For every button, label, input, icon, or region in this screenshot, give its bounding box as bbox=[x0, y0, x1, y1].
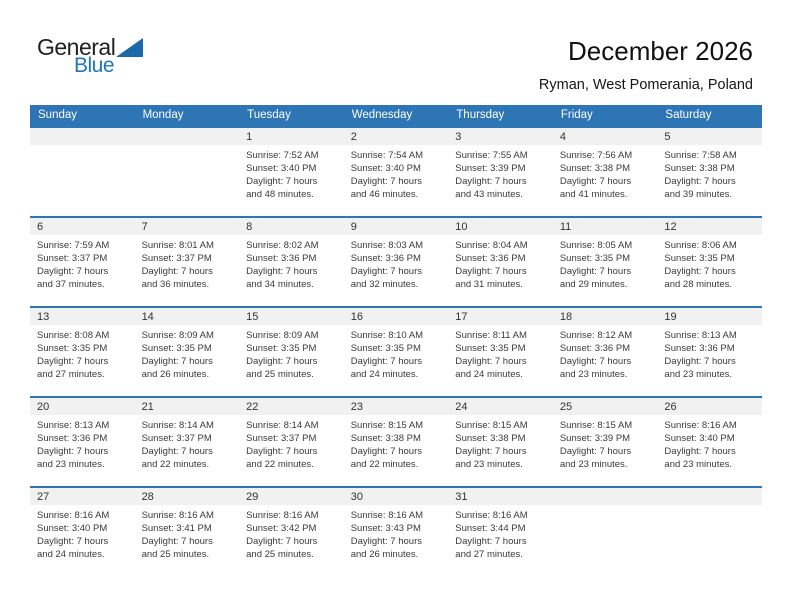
sunset-text: Sunset: 3:38 PM bbox=[664, 163, 735, 174]
sunrise-text: Sunrise: 8:11 AM bbox=[455, 330, 527, 341]
sunrise-text: Sunrise: 8:08 AM bbox=[37, 330, 110, 341]
day-cell-26 bbox=[657, 398, 762, 486]
day-info bbox=[657, 235, 762, 291]
day-cell-10 bbox=[448, 218, 553, 306]
day-cell-20 bbox=[30, 398, 135, 486]
sunrise-text: Sunrise: 8:05 AM bbox=[559, 240, 633, 251]
sunrise-text: Sunrise: 8:16 AM bbox=[246, 510, 319, 521]
daylight-text-line2: and 29 minutes. bbox=[559, 279, 628, 290]
day-number: 29 bbox=[239, 488, 344, 505]
sunset-text: Sunset: 3:35 PM bbox=[455, 343, 526, 354]
sunrise-text: Sunrise: 8:16 AM bbox=[455, 510, 528, 521]
daylight-text-line2: and 23 minutes. bbox=[559, 369, 628, 380]
sunrise-text: Sunrise: 8:14 AM bbox=[246, 420, 319, 431]
daylight-text-line2: and 31 minutes. bbox=[455, 279, 523, 290]
daylight-text-line2: and 22 minutes. bbox=[141, 459, 210, 470]
day-number: 22 bbox=[239, 398, 344, 415]
sunset-text: Sunset: 3:35 PM bbox=[350, 343, 421, 354]
day-info bbox=[448, 235, 553, 291]
day-header-friday: Friday bbox=[560, 109, 593, 121]
day-cell-19 bbox=[657, 308, 762, 396]
day-cell-15 bbox=[239, 308, 344, 396]
day-info bbox=[30, 505, 135, 561]
daylight-text-line2: and 23 minutes. bbox=[664, 459, 733, 470]
sunrise-text: Sunrise: 7:52 AM bbox=[246, 150, 319, 161]
page-subtitle: Ryman, West Pomerania, Poland bbox=[538, 77, 753, 93]
day-number: 21 bbox=[135, 398, 240, 415]
sunrise-text: Sunrise: 8:12 AM bbox=[559, 330, 633, 341]
daylight-text-line1: Daylight: 7 hours bbox=[455, 356, 527, 367]
sunrise-text: Sunrise: 8:14 AM bbox=[141, 420, 214, 431]
day-number: 31 bbox=[448, 488, 553, 505]
daylight-text-line1: Daylight: 7 hours bbox=[455, 536, 527, 547]
sunset-text: Sunset: 3:36 PM bbox=[350, 253, 421, 264]
day-info bbox=[553, 235, 658, 291]
day-number: 10 bbox=[448, 218, 553, 235]
sunset-text: Sunset: 3:37 PM bbox=[246, 433, 317, 444]
day-info bbox=[30, 325, 135, 381]
sunrise-text: Sunrise: 7:55 AM bbox=[455, 150, 528, 161]
day-number: 27 bbox=[30, 488, 135, 505]
sunset-text: Sunset: 3:36 PM bbox=[559, 343, 631, 354]
day-cell-11 bbox=[553, 218, 658, 306]
day-cell-28 bbox=[135, 488, 240, 576]
sunrise-text: Sunrise: 8:03 AM bbox=[350, 240, 424, 251]
day-number: 8 bbox=[239, 218, 344, 235]
day-cell-13 bbox=[30, 308, 135, 396]
day-info bbox=[135, 415, 240, 471]
week-row-5 bbox=[30, 486, 762, 576]
day-cell-8 bbox=[239, 218, 344, 306]
daylight-text-line2: and 27 minutes. bbox=[37, 369, 105, 380]
daylight-text-line1: Daylight: 7 hours bbox=[559, 446, 632, 457]
empty-day-cell bbox=[657, 488, 762, 576]
day-number: 26 bbox=[657, 398, 762, 415]
sunset-text: Sunset: 3:38 PM bbox=[559, 163, 631, 174]
sunrise-text: Sunrise: 8:09 AM bbox=[141, 330, 214, 341]
daylight-text-line2: and 24 minutes. bbox=[350, 369, 419, 380]
sunrise-text: Sunrise: 8:15 AM bbox=[559, 420, 633, 431]
day-info bbox=[239, 415, 344, 471]
title-block bbox=[539, 36, 753, 93]
day-cell-7 bbox=[135, 218, 240, 306]
sunset-text: Sunset: 3:40 PM bbox=[664, 433, 735, 444]
day-cell-2 bbox=[344, 128, 449, 216]
daylight-text-line1: Daylight: 7 hours bbox=[141, 266, 213, 277]
day-info bbox=[448, 325, 553, 381]
daylight-text-line1: Daylight: 7 hours bbox=[559, 356, 632, 367]
sunrise-text: Sunrise: 8:10 AM bbox=[350, 330, 424, 341]
day-cell-22 bbox=[239, 398, 344, 486]
day-number: 20 bbox=[30, 398, 135, 415]
day-info bbox=[448, 145, 553, 201]
daylight-text-line1: Daylight: 7 hours bbox=[246, 176, 318, 187]
day-number: 12 bbox=[657, 218, 762, 235]
daylight-text-line2: and 41 minutes. bbox=[559, 189, 628, 200]
day-info bbox=[239, 325, 344, 381]
day-cell-4 bbox=[553, 128, 658, 216]
day-info bbox=[135, 325, 240, 381]
day-cell-24 bbox=[448, 398, 553, 486]
sunset-text: Sunset: 3:35 PM bbox=[141, 343, 212, 354]
day-number: 18 bbox=[553, 308, 658, 325]
day-header-saturday: Saturday bbox=[665, 109, 712, 121]
sunrise-text: Sunrise: 7:56 AM bbox=[559, 150, 633, 161]
day-number: 14 bbox=[135, 308, 240, 325]
day-info bbox=[239, 235, 344, 291]
sunset-text: Sunset: 3:36 PM bbox=[246, 253, 317, 264]
sunrise-text: Sunrise: 8:15 AM bbox=[455, 420, 528, 431]
day-info bbox=[135, 235, 240, 291]
day-cell-17 bbox=[448, 308, 553, 396]
daylight-text-line2: and 34 minutes. bbox=[246, 279, 314, 290]
calendar-header-row bbox=[30, 105, 762, 126]
day-info bbox=[448, 505, 553, 561]
day-number: 3 bbox=[448, 128, 553, 145]
daylight-text-line1: Daylight: 7 hours bbox=[455, 176, 527, 187]
sunset-text: Sunset: 3:39 PM bbox=[559, 433, 631, 444]
sunset-text: Sunset: 3:44 PM bbox=[455, 523, 526, 534]
day-cell-23 bbox=[344, 398, 449, 486]
day-number: 11 bbox=[553, 218, 658, 235]
day-number: 13 bbox=[30, 308, 135, 325]
general-blue-logo bbox=[37, 34, 143, 78]
day-number: 17 bbox=[448, 308, 553, 325]
sunset-text: Sunset: 3:37 PM bbox=[141, 253, 212, 264]
daylight-text-line1: Daylight: 7 hours bbox=[37, 446, 109, 457]
day-number: 9 bbox=[344, 218, 449, 235]
day-cell-5 bbox=[657, 128, 762, 216]
daylight-text-line1: Daylight: 7 hours bbox=[664, 266, 736, 277]
day-info bbox=[30, 235, 135, 291]
daylight-text-line2: and 39 minutes. bbox=[664, 189, 733, 200]
day-number: 6 bbox=[30, 218, 135, 235]
day-info bbox=[30, 415, 135, 471]
day-number bbox=[30, 128, 135, 145]
day-header-monday: Monday bbox=[142, 109, 184, 121]
day-number: 4 bbox=[553, 128, 658, 145]
day-info bbox=[553, 325, 658, 381]
day-info bbox=[344, 145, 449, 201]
daylight-text-line1: Daylight: 7 hours bbox=[350, 266, 422, 277]
day-info bbox=[657, 325, 762, 381]
day-cell-16 bbox=[344, 308, 449, 396]
sunset-text: Sunset: 3:37 PM bbox=[37, 253, 108, 264]
daylight-text-line2: and 43 minutes. bbox=[455, 189, 523, 200]
day-cell-9 bbox=[344, 218, 449, 306]
logo-text-blue: Blue bbox=[74, 54, 115, 77]
daylight-text-line1: Daylight: 7 hours bbox=[350, 356, 422, 367]
sunrise-text: Sunrise: 8:15 AM bbox=[350, 420, 424, 431]
logo-triangle-icon bbox=[116, 38, 143, 57]
sunrise-text: Sunrise: 8:16 AM bbox=[37, 510, 110, 521]
daylight-text-line1: Daylight: 7 hours bbox=[37, 356, 109, 367]
day-info bbox=[657, 145, 762, 201]
sunset-text: Sunset: 3:40 PM bbox=[246, 163, 317, 174]
day-number: 5 bbox=[657, 128, 762, 145]
day-number: 24 bbox=[448, 398, 553, 415]
daylight-text-line1: Daylight: 7 hours bbox=[455, 266, 527, 277]
daylight-text-line1: Daylight: 7 hours bbox=[141, 446, 213, 457]
sunset-text: Sunset: 3:35 PM bbox=[37, 343, 108, 354]
day-header-thursday: Thursday bbox=[456, 109, 505, 121]
day-cell-29 bbox=[239, 488, 344, 576]
day-cell-6 bbox=[30, 218, 135, 306]
daylight-text-line1: Daylight: 7 hours bbox=[664, 356, 736, 367]
sunset-text: Sunset: 3:35 PM bbox=[559, 253, 631, 264]
daylight-text-line1: Daylight: 7 hours bbox=[141, 356, 213, 367]
sunset-text: Sunset: 3:38 PM bbox=[455, 433, 526, 444]
day-cell-14 bbox=[135, 308, 240, 396]
daylight-text-line1: Daylight: 7 hours bbox=[246, 356, 318, 367]
calendar-body bbox=[30, 126, 762, 576]
sunrise-text: Sunrise: 8:01 AM bbox=[141, 240, 214, 251]
day-cell-27 bbox=[30, 488, 135, 576]
calendar-table bbox=[30, 105, 762, 576]
empty-day-cell bbox=[553, 488, 658, 576]
daylight-text-line2: and 32 minutes. bbox=[350, 279, 419, 290]
week-row-1 bbox=[30, 126, 762, 216]
day-cell-18 bbox=[553, 308, 658, 396]
day-cell-25 bbox=[553, 398, 658, 486]
logo-text-general: General bbox=[37, 34, 116, 60]
day-cell-30 bbox=[344, 488, 449, 576]
day-number: 28 bbox=[135, 488, 240, 505]
day-number bbox=[657, 488, 762, 505]
sunset-text: Sunset: 3:42 PM bbox=[246, 523, 317, 534]
daylight-text-line1: Daylight: 7 hours bbox=[246, 266, 318, 277]
sunset-text: Sunset: 3:40 PM bbox=[37, 523, 108, 534]
daylight-text-line2: and 46 minutes. bbox=[350, 189, 419, 200]
sunrise-text: Sunrise: 8:16 AM bbox=[350, 510, 424, 521]
sunset-text: Sunset: 3:40 PM bbox=[350, 163, 421, 174]
day-header-wednesday: Wednesday bbox=[351, 109, 413, 121]
sunset-text: Sunset: 3:38 PM bbox=[350, 433, 421, 444]
day-info bbox=[239, 145, 344, 201]
daylight-text-line1: Daylight: 7 hours bbox=[37, 266, 109, 277]
week-row-3 bbox=[30, 306, 762, 396]
sunrise-text: Sunrise: 8:16 AM bbox=[141, 510, 214, 521]
day-number: 30 bbox=[344, 488, 449, 505]
week-row-4 bbox=[30, 396, 762, 486]
daylight-text-line1: Daylight: 7 hours bbox=[350, 446, 422, 457]
sunrise-text: Sunrise: 8:04 AM bbox=[455, 240, 528, 251]
daylight-text-line2: and 28 minutes. bbox=[664, 279, 733, 290]
daylight-text-line2: and 25 minutes. bbox=[246, 549, 314, 560]
sunset-text: Sunset: 3:35 PM bbox=[664, 253, 735, 264]
daylight-text-line2: and 36 minutes. bbox=[141, 279, 210, 290]
day-number: 1 bbox=[239, 128, 344, 145]
day-number bbox=[135, 128, 240, 145]
daylight-text-line1: Daylight: 7 hours bbox=[559, 266, 632, 277]
sunset-text: Sunset: 3:43 PM bbox=[350, 523, 421, 534]
day-info bbox=[553, 145, 658, 201]
daylight-text-line1: Daylight: 7 hours bbox=[455, 446, 527, 457]
daylight-text-line1: Daylight: 7 hours bbox=[664, 446, 736, 457]
daylight-text-line1: Daylight: 7 hours bbox=[141, 536, 213, 547]
sunrise-text: Sunrise: 8:16 AM bbox=[664, 420, 737, 431]
day-cell-12 bbox=[657, 218, 762, 306]
sunrise-text: Sunrise: 8:09 AM bbox=[246, 330, 319, 341]
day-info bbox=[344, 325, 449, 381]
sunrise-text: Sunrise: 8:02 AM bbox=[246, 240, 319, 251]
sunrise-text: Sunrise: 8:13 AM bbox=[664, 330, 737, 341]
day-cell-31 bbox=[448, 488, 553, 576]
daylight-text-line2: and 22 minutes. bbox=[350, 459, 419, 470]
daylight-text-line2: and 24 minutes. bbox=[37, 549, 105, 560]
daylight-text-line2: and 26 minutes. bbox=[350, 549, 419, 560]
sunrise-text: Sunrise: 7:58 AM bbox=[664, 150, 737, 161]
day-number bbox=[553, 488, 658, 505]
sunset-text: Sunset: 3:41 PM bbox=[141, 523, 212, 534]
day-info bbox=[135, 505, 240, 561]
day-number: 2 bbox=[344, 128, 449, 145]
daylight-text-line2: and 23 minutes. bbox=[559, 459, 628, 470]
day-cell-1 bbox=[239, 128, 344, 216]
sunrise-text: Sunrise: 8:13 AM bbox=[37, 420, 110, 431]
sunset-text: Sunset: 3:36 PM bbox=[37, 433, 108, 444]
day-header-tuesday: Tuesday bbox=[247, 109, 291, 121]
empty-day-cell bbox=[135, 128, 240, 216]
daylight-text-line1: Daylight: 7 hours bbox=[350, 536, 422, 547]
daylight-text-line2: and 23 minutes. bbox=[664, 369, 733, 380]
day-number: 15 bbox=[239, 308, 344, 325]
page-title: December 2026 bbox=[568, 36, 753, 66]
daylight-text-line1: Daylight: 7 hours bbox=[559, 176, 632, 187]
daylight-text-line1: Daylight: 7 hours bbox=[246, 536, 318, 547]
day-number: 19 bbox=[657, 308, 762, 325]
sunset-text: Sunset: 3:36 PM bbox=[455, 253, 526, 264]
day-number: 16 bbox=[344, 308, 449, 325]
day-cell-21 bbox=[135, 398, 240, 486]
sunset-text: Sunset: 3:36 PM bbox=[664, 343, 735, 354]
empty-day-cell bbox=[30, 128, 135, 216]
daylight-text-line1: Daylight: 7 hours bbox=[350, 176, 422, 187]
daylight-text-line2: and 48 minutes. bbox=[246, 189, 314, 200]
day-number: 23 bbox=[344, 398, 449, 415]
day-info bbox=[344, 505, 449, 561]
daylight-text-line2: and 25 minutes. bbox=[246, 369, 314, 380]
daylight-text-line1: Daylight: 7 hours bbox=[664, 176, 736, 187]
daylight-text-line2: and 22 minutes. bbox=[246, 459, 314, 470]
daylight-text-line1: Daylight: 7 hours bbox=[37, 536, 109, 547]
day-number: 7 bbox=[135, 218, 240, 235]
day-info bbox=[448, 415, 553, 471]
sunset-text: Sunset: 3:35 PM bbox=[246, 343, 317, 354]
day-info bbox=[553, 415, 658, 471]
sunset-text: Sunset: 3:39 PM bbox=[455, 163, 526, 174]
day-info bbox=[344, 235, 449, 291]
sunrise-text: Sunrise: 7:54 AM bbox=[350, 150, 424, 161]
sunset-text: Sunset: 3:37 PM bbox=[141, 433, 212, 444]
daylight-text-line2: and 27 minutes. bbox=[455, 549, 523, 560]
sunrise-text: Sunrise: 8:06 AM bbox=[664, 240, 737, 251]
week-row-2 bbox=[30, 216, 762, 306]
sunrise-text: Sunrise: 7:59 AM bbox=[37, 240, 110, 251]
daylight-text-line1: Daylight: 7 hours bbox=[246, 446, 318, 457]
daylight-text-line2: and 23 minutes. bbox=[37, 459, 105, 470]
daylight-text-line2: and 24 minutes. bbox=[455, 369, 523, 380]
day-number: 25 bbox=[553, 398, 658, 415]
day-info bbox=[239, 505, 344, 561]
daylight-text-line2: and 37 minutes. bbox=[37, 279, 105, 290]
day-cell-3 bbox=[448, 128, 553, 216]
day-info bbox=[344, 415, 449, 471]
daylight-text-line2: and 25 minutes. bbox=[141, 549, 210, 560]
day-info bbox=[657, 415, 762, 471]
daylight-text-line2: and 26 minutes. bbox=[141, 369, 210, 380]
daylight-text-line2: and 23 minutes. bbox=[455, 459, 523, 470]
day-header-sunday: Sunday bbox=[38, 109, 78, 121]
